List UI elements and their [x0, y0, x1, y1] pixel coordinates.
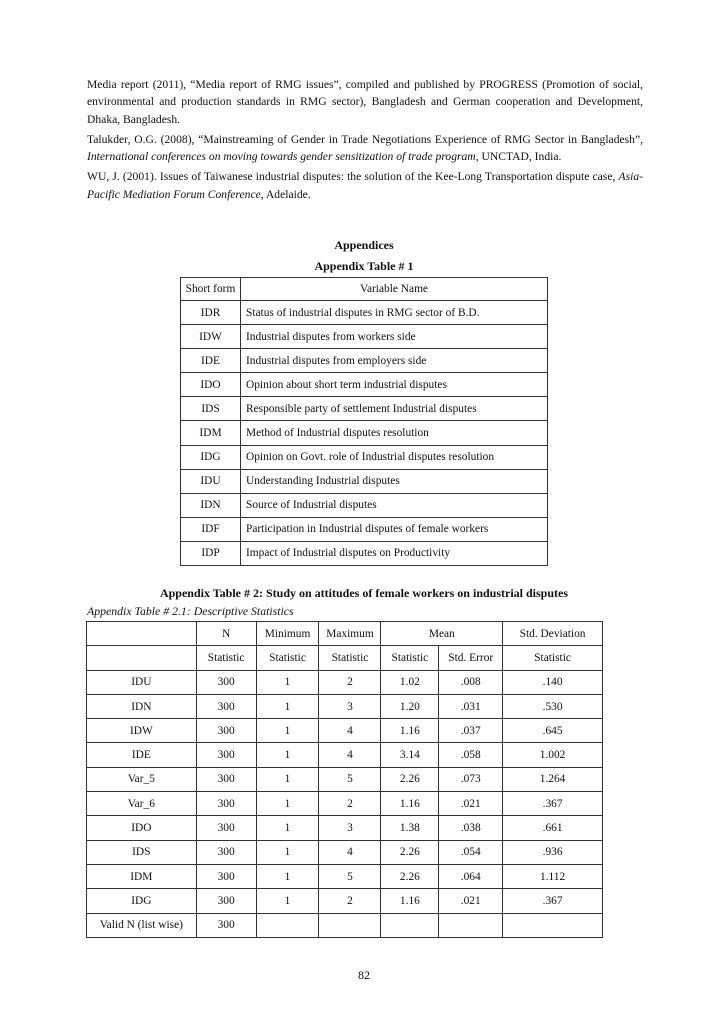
mean-std-error-cell: .058 — [439, 743, 503, 767]
short-form-cell: IDO — [181, 373, 241, 397]
std-deviation-cell — [503, 913, 603, 937]
n-cell: 300 — [196, 913, 256, 937]
minimum-cell: 1 — [256, 694, 319, 718]
mean-statistic-cell: 1.16 — [381, 719, 439, 743]
mean-std-error-cell: .021 — [439, 889, 503, 913]
table-row — [87, 913, 603, 937]
variable-cell: IDS — [87, 840, 197, 864]
std-deviation-cell: .367 — [503, 792, 603, 816]
reference-wu: WU, J. (2001). Issues of Taiwanese industrial disputes: the solution of the Kee-Long Transportation dispute case, Asia-Pacific Mediation Forum Conference, Adelaide. — [87, 170, 643, 201]
variable-cell: IDE — [87, 743, 197, 767]
table-row — [87, 670, 603, 694]
subheader-cell: Statistic — [256, 646, 319, 670]
table-row — [181, 301, 548, 325]
mean-std-error-cell — [439, 913, 503, 937]
table-row — [87, 767, 603, 791]
std-deviation-cell: 1.112 — [503, 864, 603, 888]
table-row — [181, 373, 548, 397]
table-row — [181, 397, 548, 421]
minimum-cell: 1 — [256, 792, 319, 816]
appendix-table-2-title: Appendix Table # 2: Study on attitudes of female workers on industrial disputes — [159, 586, 569, 600]
table-header-row — [87, 622, 603, 646]
mean-std-error-cell: .064 — [439, 864, 503, 888]
mean-statistic-cell: 3.14 — [381, 743, 439, 767]
variable-cell: IDU — [87, 670, 197, 694]
short-form-cell: IDN — [181, 493, 241, 517]
variable-cell: Var_6 — [87, 792, 197, 816]
variable-cell: Valid N (list wise) — [87, 913, 197, 937]
n-cell: 300 — [196, 864, 256, 888]
subheader-cell: Statistic — [196, 646, 256, 670]
minimum-cell: 1 — [256, 816, 319, 840]
mean-statistic-cell: 1.02 — [381, 670, 439, 694]
mean-std-error-cell: .054 — [439, 840, 503, 864]
maximum-cell: 4 — [319, 840, 381, 864]
maximum-cell: 5 — [319, 864, 381, 888]
appendices-heading: Appendices — [334, 238, 394, 252]
mean-statistic-cell: 1.38 — [381, 816, 439, 840]
subheader-cell: Std. Error — [439, 646, 503, 670]
table-subheader-row — [87, 646, 603, 670]
maximum-cell: 3 — [319, 694, 381, 718]
table-row — [181, 325, 548, 349]
variable-cell: IDG — [87, 889, 197, 913]
maximum-cell: 2 — [319, 670, 381, 694]
table-row — [87, 694, 603, 718]
table-row — [181, 517, 548, 541]
n-cell: 300 — [196, 889, 256, 913]
short-form-cell: IDW — [181, 325, 241, 349]
column-header-maximum: Maximum — [319, 622, 381, 646]
table-row — [181, 469, 548, 493]
table-row — [87, 816, 603, 840]
std-deviation-cell: .936 — [503, 840, 603, 864]
page-number: 82 — [358, 968, 370, 982]
subheader-empty-cell — [87, 646, 197, 670]
table-row — [181, 493, 548, 517]
table-row — [181, 349, 548, 373]
column-header-variable-name: Variable Name — [241, 278, 548, 301]
column-header-n: N — [196, 622, 256, 646]
variable-name-cell: Participation in Industrial disputes of female workers — [241, 517, 548, 541]
column-header-std-deviation: Std. Deviation — [503, 622, 603, 646]
references-section — [87, 76, 643, 206]
header-empty-cell — [87, 622, 197, 646]
mean-statistic-cell: 1.20 — [381, 694, 439, 718]
maximum-cell: 4 — [319, 743, 381, 767]
mean-statistic-cell — [381, 913, 439, 937]
n-cell: 300 — [196, 816, 256, 840]
table-row — [181, 421, 548, 445]
short-form-cell: IDM — [181, 421, 241, 445]
minimum-cell: 1 — [256, 889, 319, 913]
minimum-cell: 1 — [256, 670, 319, 694]
n-cell: 300 — [196, 792, 256, 816]
std-deviation-cell: .645 — [503, 719, 603, 743]
mean-statistic-cell: 1.16 — [381, 889, 439, 913]
variable-name-cell: Opinion about short term industrial disputes — [241, 373, 548, 397]
variable-cell: IDO — [87, 816, 197, 840]
mean-std-error-cell: .021 — [439, 792, 503, 816]
appendix-table-1-caption: Appendix Table # 1 — [314, 259, 414, 273]
table-row — [87, 840, 603, 864]
table-row — [181, 445, 548, 469]
variable-name-cell: Impact of Industrial disputes on Productivity — [241, 541, 548, 565]
column-header-short-form: Short form — [181, 278, 241, 301]
variable-name-cell: Method of Industrial disputes resolution — [241, 421, 548, 445]
minimum-cell: 1 — [256, 743, 319, 767]
mean-statistic-cell: 2.26 — [381, 864, 439, 888]
reference-talukder: Talukder, O.G. (2008), “Mainstreaming of Gender in Trade Negotiations Experience of RMG Sector in Bangladesh”, International conferences on moving towards gender sensitization of trade program, UNCTAD, India. — [87, 132, 643, 164]
mean-std-error-cell: .073 — [439, 767, 503, 791]
variable-name-cell: Industrial disputes from workers side — [241, 325, 548, 349]
table-header-row — [181, 278, 548, 301]
variable-cell: IDM — [87, 864, 197, 888]
minimum-cell: 1 — [256, 719, 319, 743]
mean-statistic-cell: 2.26 — [381, 840, 439, 864]
subheader-cell: Statistic — [381, 646, 439, 670]
maximum-cell: 2 — [319, 792, 381, 816]
mean-std-error-cell: .038 — [439, 816, 503, 840]
maximum-cell — [319, 913, 381, 937]
n-cell: 300 — [196, 670, 256, 694]
n-cell: 300 — [196, 767, 256, 791]
maximum-cell: 3 — [319, 816, 381, 840]
short-form-cell: IDG — [181, 445, 241, 469]
variable-cell: IDW — [87, 719, 197, 743]
n-cell: 300 — [196, 840, 256, 864]
table-row — [87, 719, 603, 743]
short-form-cell: IDP — [181, 541, 241, 565]
maximum-cell: 4 — [319, 719, 381, 743]
variable-name-cell: Responsible party of settlement Industrial disputes — [241, 397, 548, 421]
table-row — [87, 792, 603, 816]
appendix-table-1 — [180, 277, 548, 566]
mean-std-error-cell: .008 — [439, 670, 503, 694]
std-deviation-cell: .140 — [503, 670, 603, 694]
maximum-cell: 5 — [319, 767, 381, 791]
minimum-cell: 1 — [256, 840, 319, 864]
variable-cell: IDN — [87, 694, 197, 718]
n-cell: 300 — [196, 719, 256, 743]
variable-name-cell: Understanding Industrial disputes — [241, 469, 548, 493]
std-deviation-cell: .661 — [503, 816, 603, 840]
short-form-cell: IDE — [181, 349, 241, 373]
minimum-cell: 1 — [256, 767, 319, 791]
subheader-cell: Statistic — [503, 646, 603, 670]
table-row — [87, 889, 603, 913]
mean-statistic-cell: 1.16 — [381, 792, 439, 816]
column-header-mean: Mean — [381, 622, 503, 646]
variable-cell: Var_5 — [87, 767, 197, 791]
short-form-cell: IDF — [181, 517, 241, 541]
column-header-minimum: Minimum — [256, 622, 319, 646]
reference-media-report: Media report (2011), “Media report of RMG issues”, compiled and published by PROGRESS (Promotion of social, environmental and production standards in RMG sector), Bangladesh and German cooperation and Development, Dhaka, Bangladesh. — [87, 78, 643, 126]
short-form-cell: IDR — [181, 301, 241, 325]
table-row — [87, 864, 603, 888]
table-row — [181, 541, 548, 565]
subheader-cell: Statistic — [319, 646, 381, 670]
mean-std-error-cell: .037 — [439, 719, 503, 743]
short-form-cell: IDU — [181, 469, 241, 493]
variable-name-cell: Opinion on Govt. role of Industrial disputes resolution — [241, 445, 548, 469]
minimum-cell — [256, 913, 319, 937]
variable-name-cell: Status of industrial disputes in RMG sector of B.D. — [241, 301, 548, 325]
variable-name-cell: Industrial disputes from employers side — [241, 349, 548, 373]
std-deviation-cell: 1.264 — [503, 767, 603, 791]
n-cell: 300 — [196, 694, 256, 718]
descriptive-statistics-table — [86, 621, 603, 938]
minimum-cell: 1 — [256, 864, 319, 888]
appendix-table-2-1-caption: Appendix Table # 2.1: Descriptive Statistics — [87, 604, 294, 618]
maximum-cell: 2 — [319, 889, 381, 913]
table-row — [87, 743, 603, 767]
n-cell: 300 — [196, 743, 256, 767]
mean-std-error-cell: .031 — [439, 694, 503, 718]
mean-statistic-cell: 2.26 — [381, 767, 439, 791]
std-deviation-cell: 1.002 — [503, 743, 603, 767]
std-deviation-cell: .530 — [503, 694, 603, 718]
variable-name-cell: Source of Industrial disputes — [241, 493, 548, 517]
std-deviation-cell: .367 — [503, 889, 603, 913]
short-form-cell: IDS — [181, 397, 241, 421]
